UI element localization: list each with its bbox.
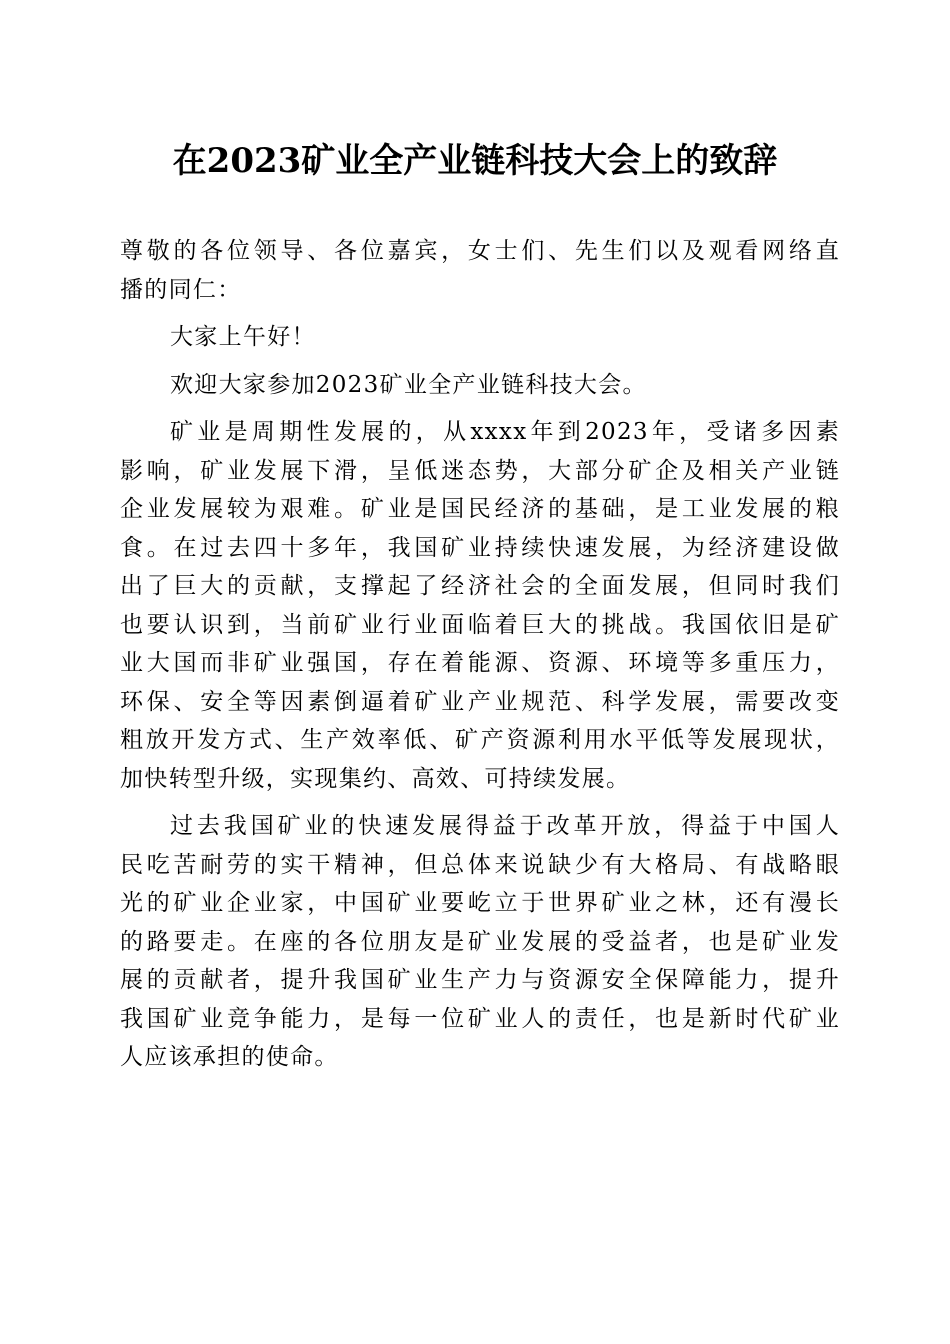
- paragraph-1: [120, 413, 840, 798]
- paragraph-2-line: 的路要走。在座的各位朋友是矿业发展的受益者，也是矿业发: [120, 928, 840, 955]
- paragraph-1-line: 加快转型升级，实现集约、高效、可持续发展。: [120, 765, 631, 792]
- paragraph-1-line: 也要认识到，当前矿业行业面临着巨大的挑战。我国依旧是矿: [120, 611, 840, 638]
- paragraph-2-line: 过去我国矿业的快速发展得益于改革开放，得益于中国人: [170, 813, 840, 839]
- greeting: 大家上午好！: [170, 324, 316, 350]
- paragraph-1-line: 企业发展较为艰难。矿业是国民经济的基础，是工业发展的粮: [120, 496, 840, 522]
- paragraph-1-line: 粗放开发方式、生产效率低、矿产资源利用水平低等发展现状，: [120, 727, 840, 753]
- paragraph-2: [120, 807, 840, 1077]
- paragraph-2-line: 展的贡献者，提升我国矿业生产力与资源安全保障能力，提升: [120, 967, 840, 993]
- paragraph-2-line: 民吃苦耐劳的实干精神，但总体来说缺少有大格局、有战略眼: [120, 851, 840, 878]
- paragraph-1-line: 出了巨大的贡献，支撑起了经济社会的全面发展，但同时我们: [120, 573, 840, 599]
- paragraph-1-line: 影响，矿业发展下滑，呈低迷态势，大部分矿企及相关产业链: [120, 457, 840, 484]
- document-title: 在2023矿业全产业链科技大会上的致辞: [172, 141, 778, 181]
- salutation-line-1: 尊敬的各位领导、各位嘉宾，女士们、先生们以及观看网络直: [120, 238, 840, 264]
- paragraph-1-line: 业大国而非矿业强国，存在着能源、资源、环境等多重压力，: [120, 650, 840, 676]
- paragraph-1-line: 矿业是周期性发展的，从xxxx年到2023年，受诸多因素: [170, 419, 840, 445]
- paragraph-1-line: 食。在过去四十多年，我国矿业持续快速发展，为经济建设做: [120, 534, 840, 561]
- paragraph-2-line: 光的矿业企业家，中国矿业要屹立于世界矿业之林，还有漫长: [120, 890, 840, 916]
- salutation-line-2: 播的同仁：: [120, 276, 242, 303]
- paragraph-2-line: 我国矿业竞争能力，是每一位矿业人的责任，也是新时代矿业: [120, 1005, 840, 1032]
- salutation: [120, 232, 840, 309]
- document-body: [120, 232, 840, 1077]
- paragraph-1-line: 环保、安全等因素倒逼着矿业产业规范、科学发展，需要改变: [120, 688, 840, 715]
- welcome-line: 欢迎大家参加2023矿业全产业链科技大会。: [170, 371, 647, 398]
- paragraph-2-line: 人应该承担的使命。: [120, 1044, 339, 1070]
